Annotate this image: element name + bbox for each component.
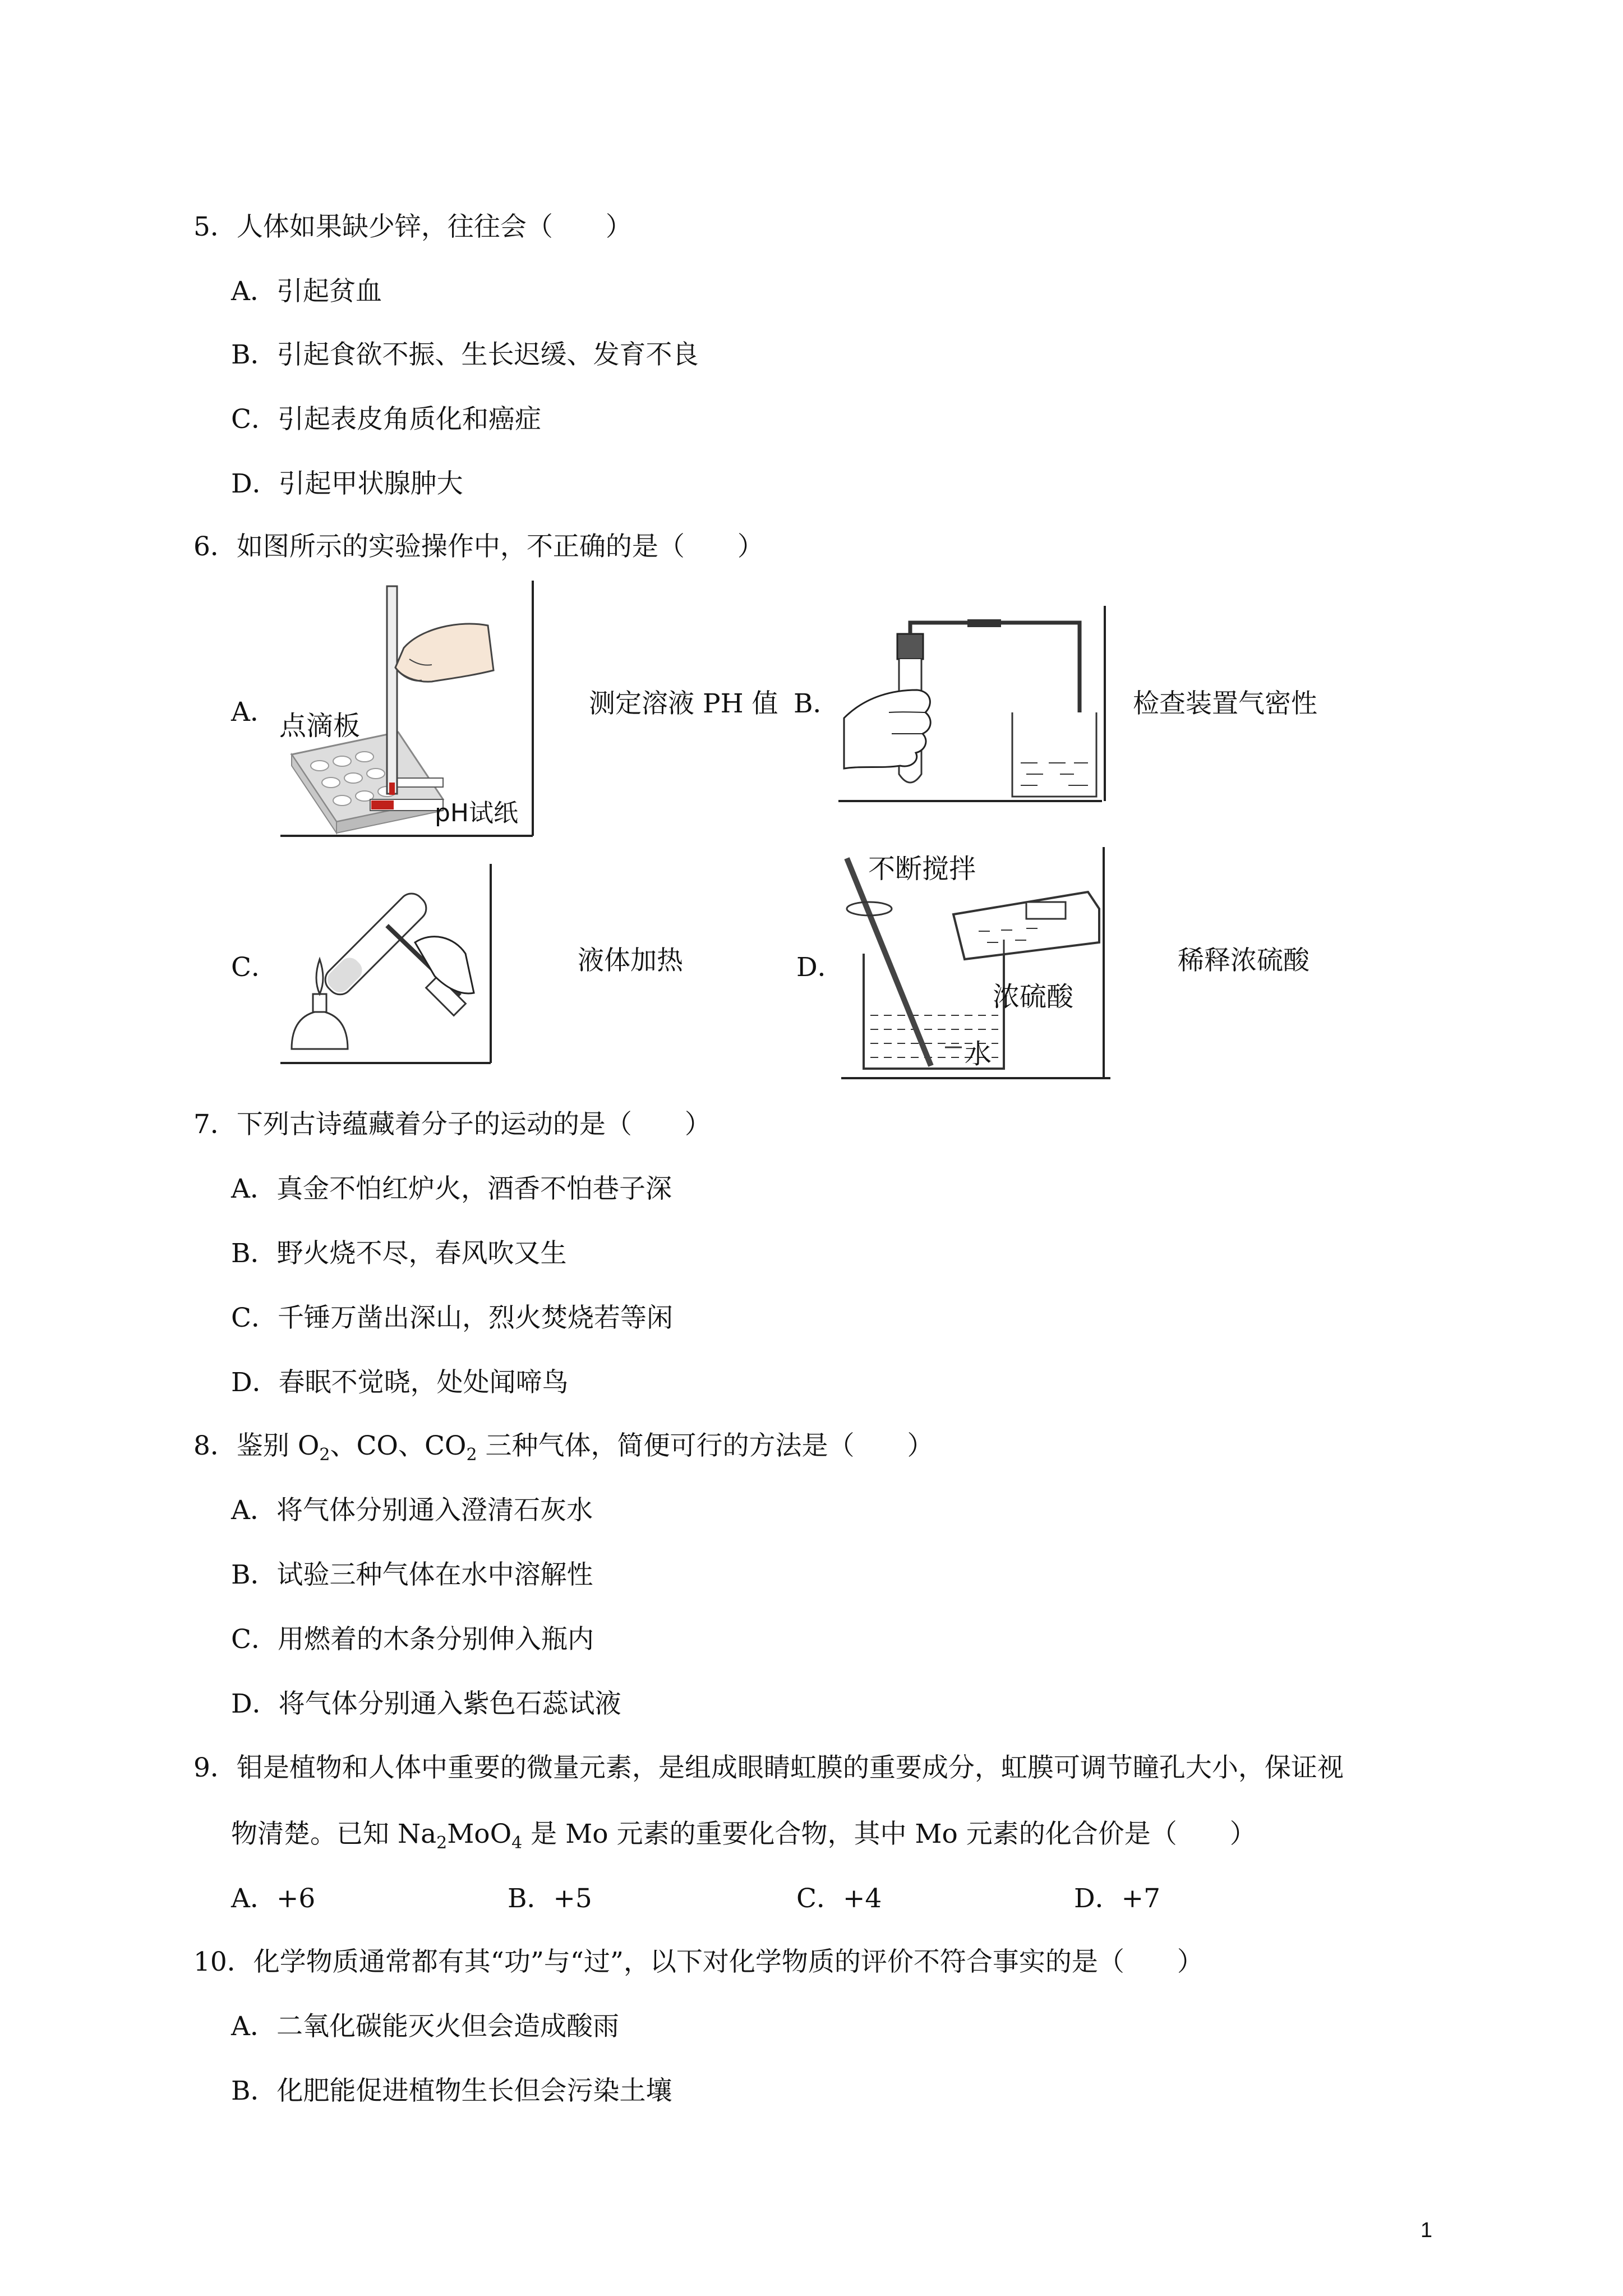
q8-option-b: B．试验三种气体在水中溶解性 [231, 1559, 593, 1590]
q5-stem: 5．人体如果缺少锌，往往会（ ） [193, 211, 632, 242]
q6-a-caption: 测定溶液 PH 值 [589, 688, 778, 719]
liquid-heating-figure [275, 864, 494, 1069]
q8-option-c: C．用燃着的木条分别伸入瓶内 [231, 1624, 594, 1655]
q9-option-a: A．+6 [231, 1883, 316, 1914]
dilute-acid-figure [836, 847, 1110, 1083]
q5-option-c: C．引起表皮角质化和癌症 [231, 404, 541, 435]
q7-option-a: A．真金不怕红炉火，酒香不怕巷子深 [231, 1174, 672, 1204]
q8-option-d: D．将气体分别通入紫色石蕊试液 [231, 1688, 621, 1719]
q6-stem: 6．如图所示的实验操作中，不正确的是（ ） [193, 531, 764, 562]
q6-d-letter: D． [796, 952, 844, 983]
q10-option-a: A．二氧化碳能灭火但会造成酸雨 [231, 2011, 619, 2042]
q6-a-letter: A． [231, 697, 276, 728]
conc-acid-label: 浓硫酸 [993, 981, 1074, 1013]
airtightness-figure [833, 606, 1108, 805]
q8-stem: 8．鉴别 $O_2$、CO、$CO_2$ 三种气体，简便可行的方法是（ ） [193, 1430, 934, 1465]
q5-option-a: A．引起贫血 [231, 276, 382, 307]
q8-option-a: A．将气体分别通入澄清石灰水 [231, 1495, 593, 1526]
q5-option-b: B．引起食欲不振、生长迟缓、发育不良 [231, 339, 699, 370]
q9-stem-line1: 9．钼是植物和人体中重要的微量元素，是组成眼睛虹膜的重要成分，虹膜可调节瞳孔大小，保证视 [193, 1752, 1344, 1783]
q6-c-letter: C． [231, 952, 278, 983]
ph-test-figure [275, 581, 538, 839]
q6-b-caption: 检查装置气密性 [1133, 688, 1317, 719]
q9-option-b: B．+5 [508, 1883, 592, 1914]
q7-option-d: D．春眠不觉晓，处处闻啼鸟 [231, 1367, 569, 1398]
page-number: 1 [1420, 2219, 1432, 2242]
stir-label: 不断搅拌 [868, 853, 976, 885]
q7-stem: 7．下列古诗蕴藏着分子的运动的是（ ） [193, 1109, 711, 1140]
q10-option-b: B．化肥能促进植物生长但会污染土壤 [231, 2076, 672, 2106]
q7-option-b: B．野火烧不尽，春风吹又生 [231, 1238, 567, 1269]
q6-d-caption: 稀释浓硫酸 [1178, 945, 1310, 976]
q6-c-caption: 液体加热 [578, 945, 683, 976]
q9-option-d: D．+7 [1074, 1883, 1160, 1914]
q7-option-c: C．千锤万凿出深山，烈火焚烧若等闲 [231, 1303, 673, 1333]
q9-option-c: C．+4 [796, 1883, 882, 1914]
q6-b-letter: B． [794, 688, 840, 719]
spot-plate-label: 点滴板 [279, 710, 361, 742]
ph-paper-label: pH试纸 [435, 799, 519, 827]
water-label: 水 [965, 1038, 992, 1070]
q5-option-d: D．引起甲状腺肿大 [231, 468, 463, 499]
q10-stem: 10．化学物质通常都有其“功”与“过”，以下对化学物质的评价不符合事实的是（ ） [193, 1947, 1204, 1977]
q9-stem-line2: 物清楚。已知 $Na_2MoO_4$ 是 Mo 元素的重要化合物，其中 Mo 元素的化合价是（ ） [231, 1819, 1256, 1853]
